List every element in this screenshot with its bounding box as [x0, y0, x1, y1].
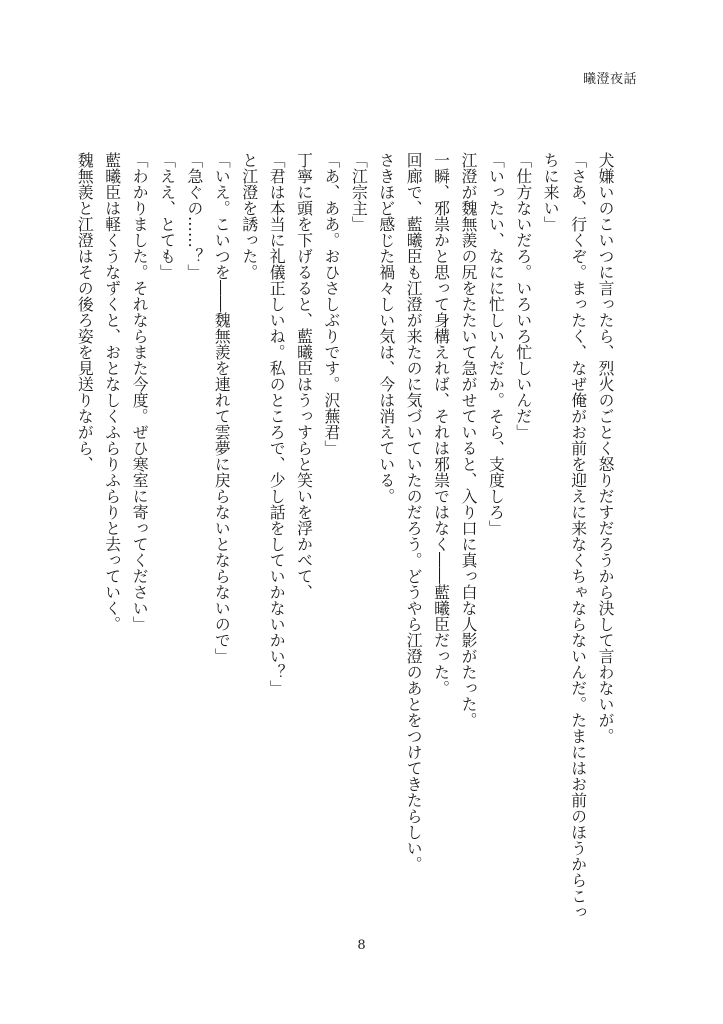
text-line: 「君は本当に礼儀正しいね。私のところで、少し話をしていかないかい？」 [267, 152, 287, 696]
text-line: 回廊で、藍曦臣も江澄が来たのに気づいていたのだろう。どうやら江澄のあとをつけてきたらしい。 [404, 152, 424, 872]
page-number: 8 [357, 938, 366, 953]
text-line: 丁寧に頭を下げるると、藍曦臣はうっすらと笑いを浮かべて、 [294, 152, 314, 600]
text-line: 「わかりました。それならまた今度。ぜひ寒室に寄ってください」 [130, 152, 150, 632]
text-line: 「いえ。こいつを――魏無羨を連れて雲夢に戻らないとならないので」 [212, 152, 232, 664]
text-line: 「ええ、とても」 [157, 152, 177, 280]
text-line: 犬嫌いのこいつに言ったら、烈火のごとく怒りだすだろうから決して言わないが。 [596, 152, 615, 744]
text-line: 魏無羨と江澄はその後ろ姿を見送りながら、 [75, 152, 95, 472]
text-line: さきほど感じた禍々しい気は、今は消えている。 [376, 152, 396, 504]
text-line: 「いったい、なにに忙しいんだか。そら、支度しろ」 [486, 152, 506, 536]
text-line: 「急ぐの……？」 [184, 152, 204, 280]
text-line: 「江宗主」 [349, 152, 369, 232]
text-line: 江澄が魏無羨の尻をたたいて急がせていると、入り口に真っ白な人影がたった。 [458, 152, 478, 728]
text-line: 「あ、ああ。おひさしぶりです。沢蕪君」 [321, 152, 341, 456]
text-line: 一瞬、邪祟かと思って身構えれば、それは邪祟ではなく――藍曦臣だった。 [431, 152, 451, 696]
text-line: 藍曦臣は軽くうなずくと、おとなしくふらりふらりと去っていく。 [102, 152, 122, 632]
running-header-title: 曦澄夜話 [582, 72, 637, 87]
text-line: と江澄を誘った。 [239, 152, 259, 280]
text-line: 「さあ、行くぞ。まったく、なぜ俺がお前を迎えに来なくちゃならないんだ。たまにはお前のほうからこっちに来い」 [541, 152, 588, 920]
vertical-text-body [75, 152, 619, 930]
text-line: 「仕方ないだろ。いろいろ忙しいんだ」 [513, 152, 533, 440]
